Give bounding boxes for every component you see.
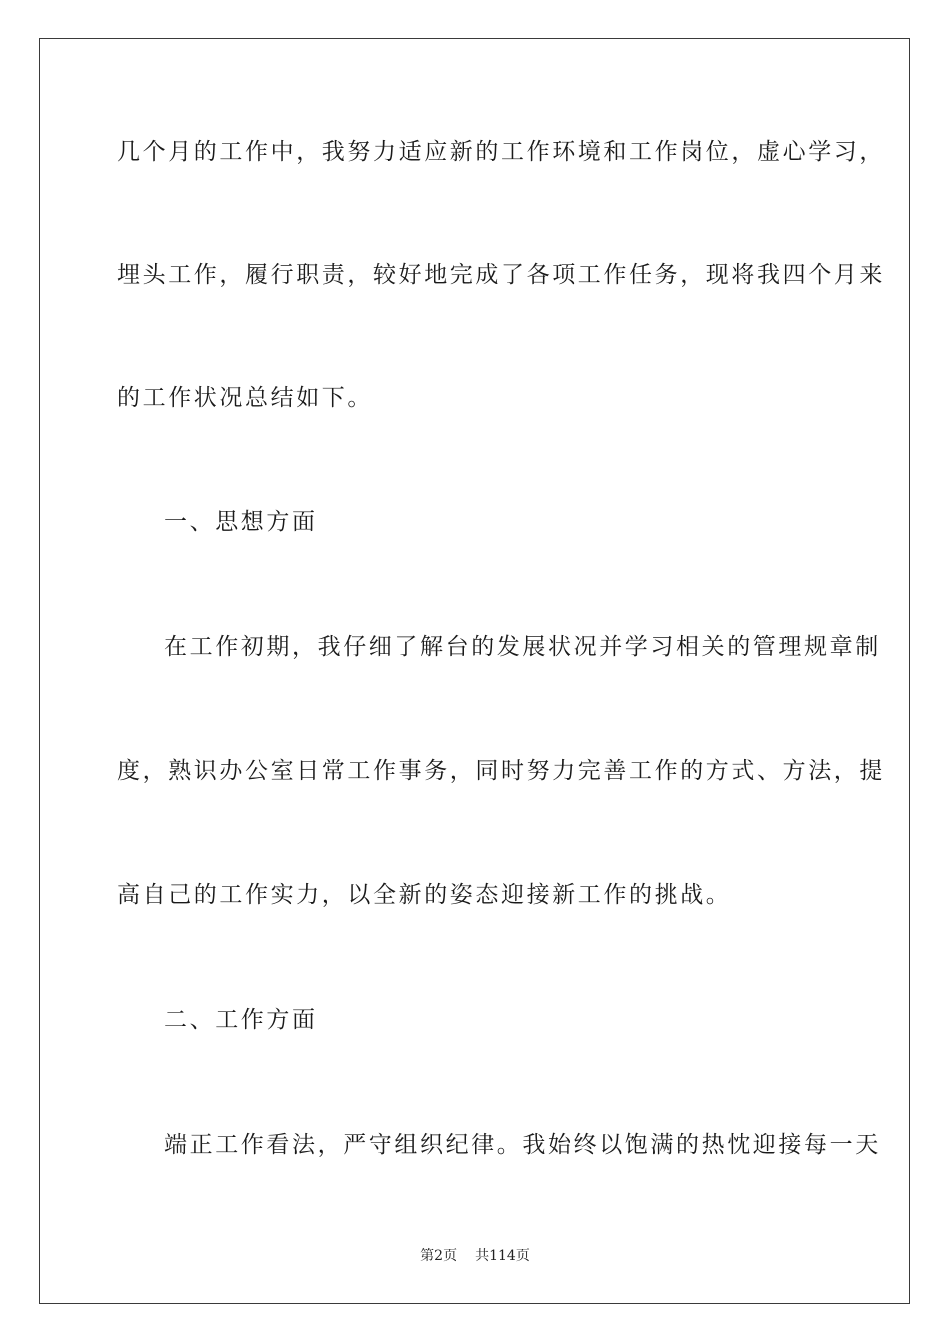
body-line: 高自己的工作实力，以全新的姿态迎接新工作的挑战。 bbox=[117, 882, 732, 908]
body-line: 在工作初期，我仔细了解台的发展状况并学习相关的管理规章制 bbox=[164, 634, 881, 660]
body-line: 埋头工作，履行职责，较好地完成了各项工作任务，现将我四个月来 bbox=[117, 262, 885, 288]
body-line: 端正工作看法，严守组织纪律。我始终以饱满的热忱迎接每一天 bbox=[164, 1132, 881, 1158]
page-footer bbox=[0, 1247, 950, 1265]
section-heading: 二、工作方面 bbox=[164, 1007, 318, 1033]
body-line: 度，熟识办公室日常工作事务，同时努力完善工作的方式、方法，提 bbox=[117, 758, 885, 784]
body-line: 的工作状况总结如下。 bbox=[117, 385, 373, 411]
page-number: 第2页 bbox=[420, 1248, 458, 1264]
body-line: 几个月的工作中，我努力适应新的工作环境和工作岗位，虚心学习， bbox=[117, 139, 885, 165]
page-total: 共114页 bbox=[475, 1248, 530, 1264]
page-frame bbox=[39, 38, 910, 1304]
section-heading: 一、思想方面 bbox=[164, 509, 318, 535]
